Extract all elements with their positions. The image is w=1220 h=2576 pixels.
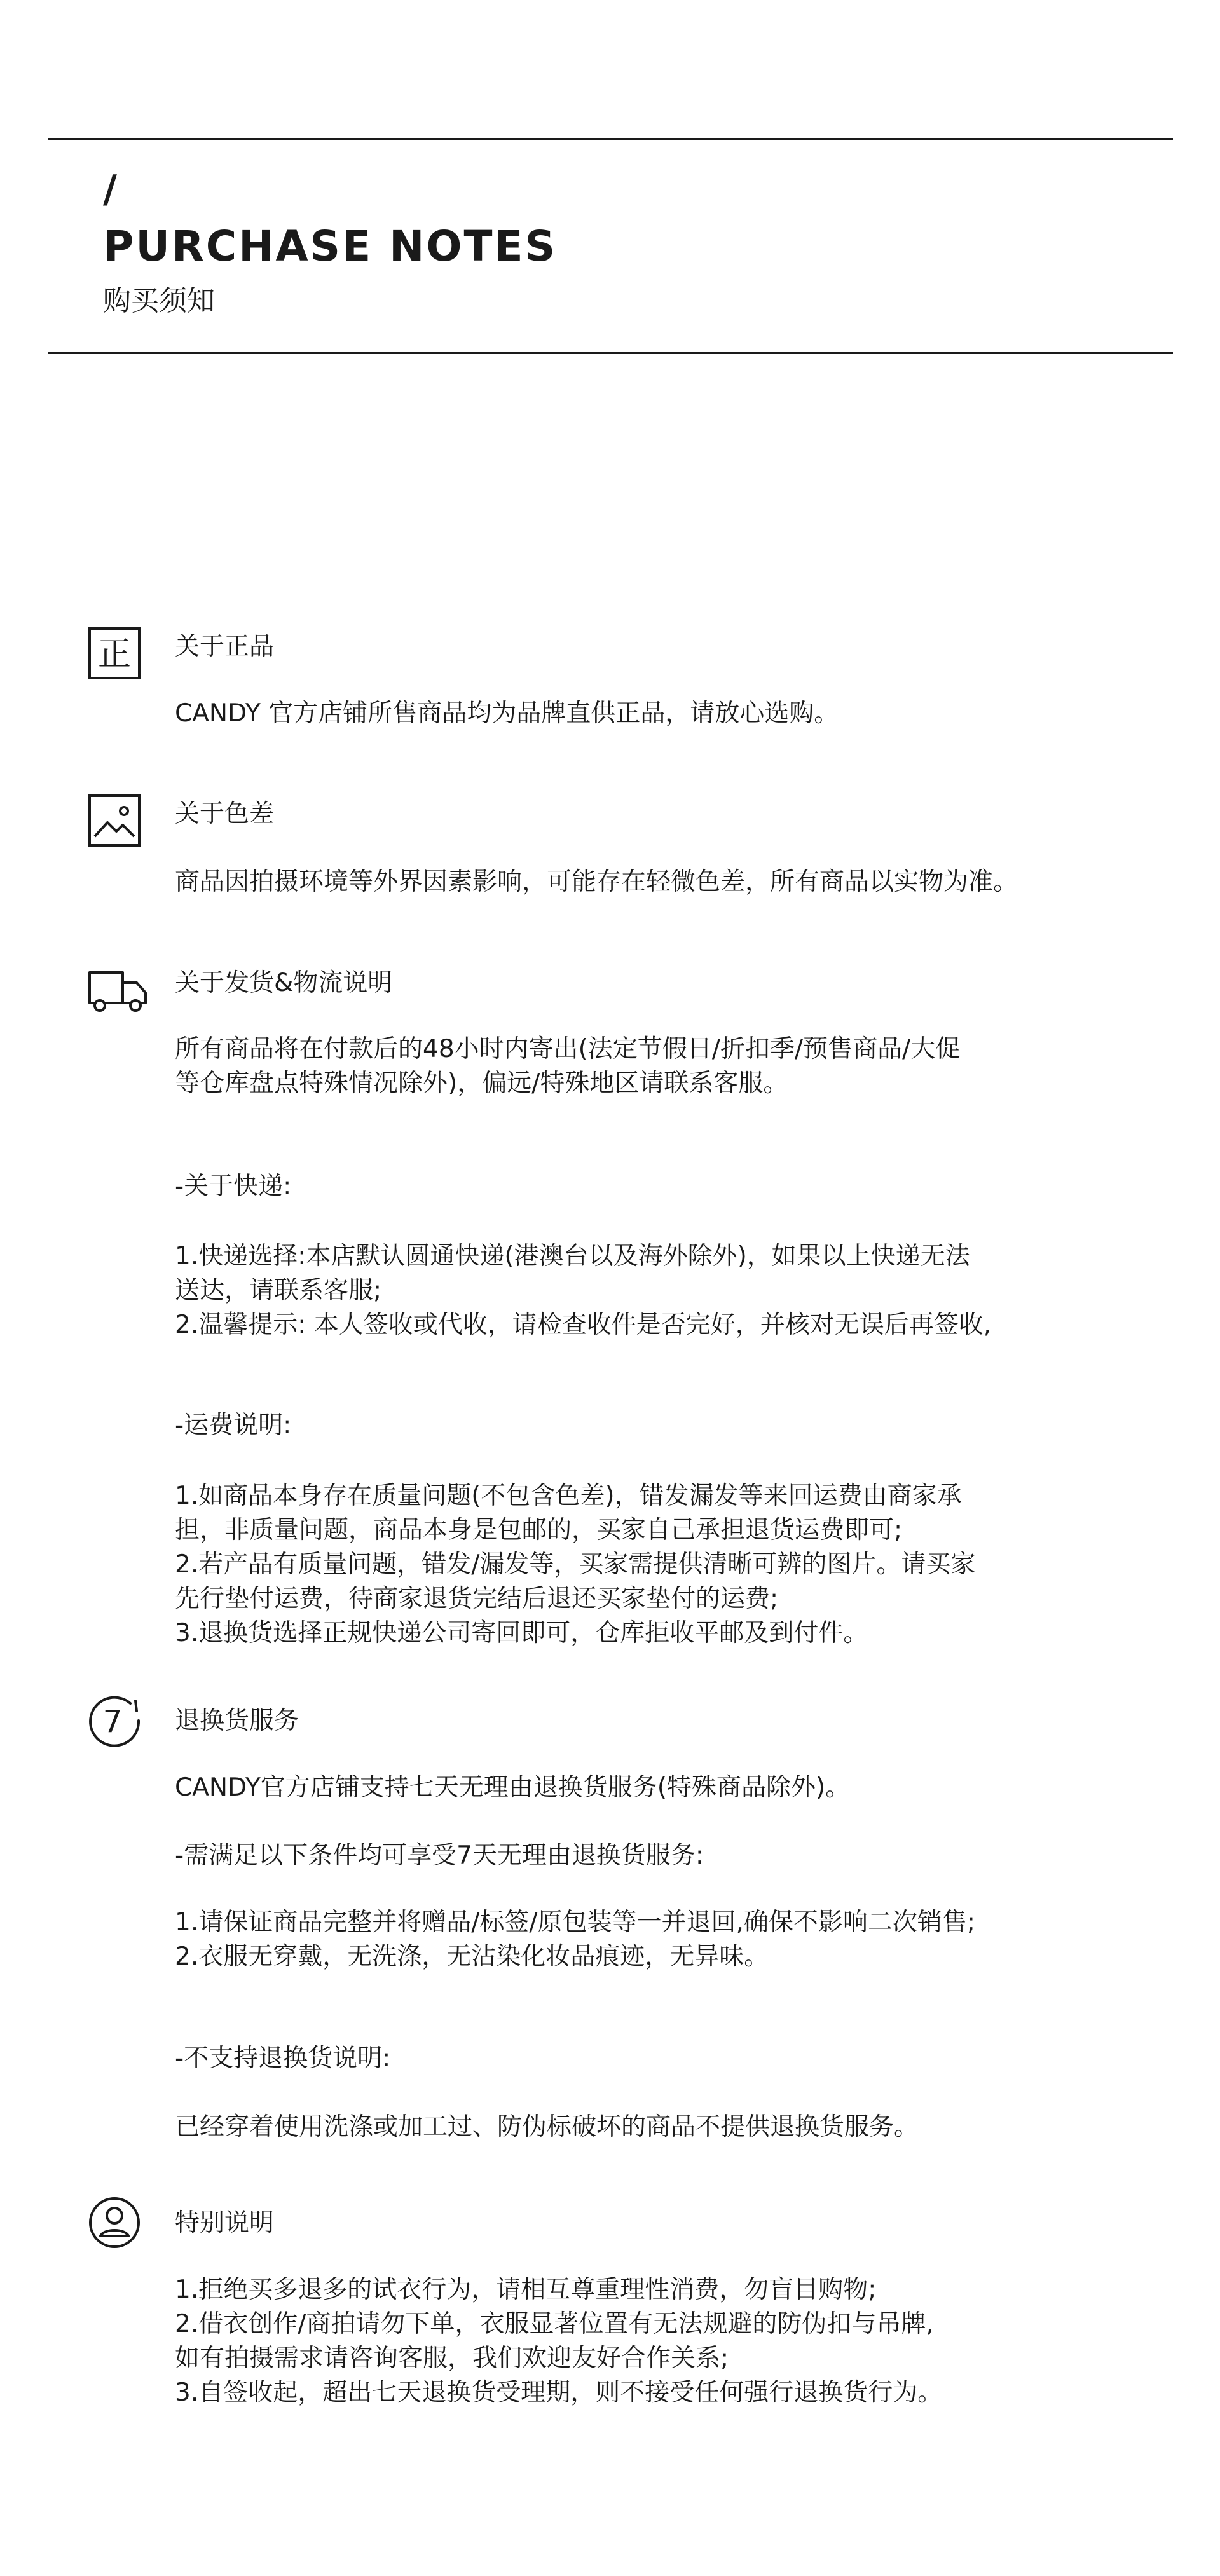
header-bottom-rule [48, 352, 1173, 354]
shipping-intro-line: 所有商品将在付款后的48小时内寄出(法定节假日/折扣季/预售商品/大促 [175, 1035, 961, 1063]
section-body-authentic: CANDY 官方店铺所售商品均为品牌直供正品，请放心选购。 [175, 699, 839, 728]
express-line: 2.温馨提示: 本人签收或代收，请检查收件是否完好，并核对无误后再签收, [175, 1311, 992, 1339]
express-heading: -关于快递: [175, 1172, 292, 1201]
authentic-icon [86, 625, 143, 682]
shipping-intro-line: 等仓库盘点特殊情况除外)，偏远/特殊地区请联系客服。 [175, 1069, 788, 1098]
section-body-color: 商品因拍摄环境等外界因素影响，可能存在轻微色差，所有商品以实物为准。 [175, 868, 1018, 896]
freight-line: 1.如商品本身存在质量问题(不包含色差)，错发漏发等来回运费由商家承 [175, 1482, 962, 1510]
express-line: 送达，请联系客服; [175, 1276, 382, 1305]
header-slash: / [103, 167, 117, 212]
section-title-authentic: 关于正品 [175, 632, 275, 661]
returns-unsupported-heading: -不支持退换货说明: [175, 2044, 391, 2073]
header-title-cn: 购买须知 [103, 285, 215, 317]
section-title-returns: 退换货服务 [175, 1707, 299, 1735]
special-line: 3.自签收起，超出七天退换货受理期，则不接受任何强行退换货行为。 [175, 2378, 943, 2407]
seven-day-icon [86, 1692, 143, 1749]
section-title-shipping: 关于发货&物流说明 [175, 969, 393, 997]
express-line: 1.快递选择:本店默认圆通快递(港澳台以及海外除外)，如果以上快递无法 [175, 1242, 970, 1271]
truck-icon [86, 960, 149, 1017]
freight-line: 担，非质量问题，商品本身是包邮的，买家自己承担退货运费即可; [175, 1516, 903, 1544]
returns-condition-heading: -需满足以下条件均可享受7天无理由退换货服务: [175, 1841, 704, 1870]
header-title-en: PURCHASE NOTES [103, 222, 558, 271]
returns-intro: CANDY官方店铺支持七天无理由退换货服务(特殊商品除外)。 [175, 1773, 851, 1802]
user-icon [86, 2194, 143, 2251]
section-title-special: 特别说明 [175, 2209, 275, 2237]
returns-condition-line: 2.衣服无穿戴，无洗涤，无沾染化妆品痕迹，无异味。 [175, 1942, 769, 1971]
image-icon [86, 792, 143, 849]
freight-line: 3.退换货选择正规快递公司寄回即可，仓库拒收平邮及到付件。 [175, 1619, 868, 1647]
seven-day-icon-char: 7 [102, 1704, 123, 1740]
freight-line: 2.若产品有质量问题，错发/漏发等，买家需提供清晰可辨的图片。请买家 [175, 1550, 976, 1579]
freight-heading: -运费说明: [175, 1411, 292, 1440]
special-line: 2.借衣创作/商拍请勿下单，衣服显著位置有无法规避的防伪扣与吊牌, [175, 2310, 934, 2338]
returns-unsupported-body: 已经穿着使用洗涤或加工过、防伪标破坏的商品不提供退换货服务。 [175, 2113, 919, 2141]
header-top-rule [48, 138, 1173, 140]
authentic-icon-char: 正 [97, 636, 132, 674]
special-line: 如有拍摄需求请咨询客服，我们欢迎友好合作关系; [175, 2344, 729, 2373]
section-title-color: 关于色差 [175, 800, 275, 828]
freight-line: 先行垫付运费，待商家退货完结后退还买家垫付的运费; [175, 1584, 779, 1613]
special-line: 1.拒绝买多退多的试衣行为，请相互尊重理性消费，勿盲目购物; [175, 2275, 877, 2304]
returns-condition-line: 1.请保证商品完整并将赠品/标签/原包装等一并退回,确保不影响二次销售; [175, 1908, 976, 1937]
